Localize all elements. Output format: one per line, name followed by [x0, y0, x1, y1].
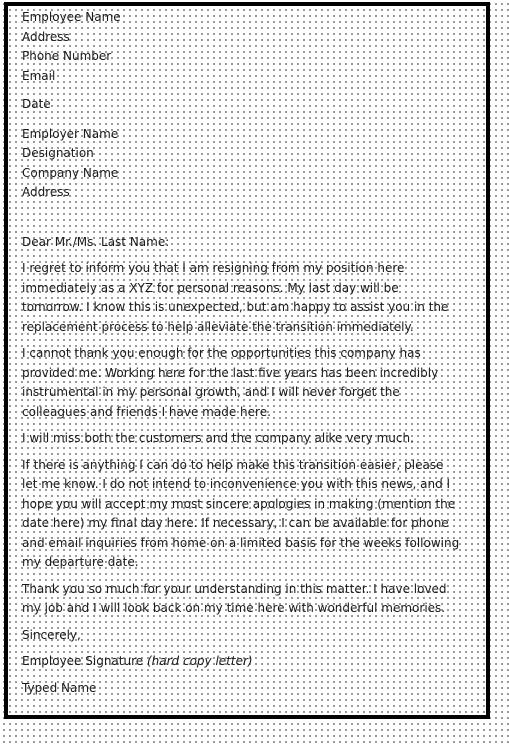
spacer — [22, 115, 462, 125]
paragraph-5: Thank you so much for your understanding in this matter. I have loved my job and I will look back on my time here with wonderful memories. — [22, 581, 447, 615]
typed-name: Typed Name — [22, 680, 97, 695]
spacer — [22, 86, 462, 95]
salutation: Dear Mr./Ms. Last Name: — [22, 234, 170, 249]
company-name: Company Name — [22, 165, 119, 180]
signature-note: (hard copy letter) — [146, 654, 253, 668]
paragraph-3: I will miss both the customers and the company alike very much. — [22, 431, 414, 445]
employer-designation: Designation — [22, 146, 94, 160]
employee-address: Address — [22, 29, 70, 44]
signature-line — [22, 652, 462, 672]
employee-email: Email — [22, 68, 56, 83]
company-address: Address — [22, 185, 70, 199]
employee-name: Employee Name — [22, 10, 121, 24]
employee-phone: Phone Number — [22, 49, 112, 63]
spacer — [22, 203, 462, 233]
signature-label: Employee Signature — [22, 654, 144, 668]
paragraph-4: If there is anything I can do to help make this transition easier, please let me know. I do not intend to inconvenience you with this news, and I hope you will accept my most sincere apologies in making (mention the date here) my final day here. If necessary, I can be available for phone and email inquiries from home on a limited basis for the weeks following my departure date. — [22, 457, 460, 569]
letter-date: Date — [22, 97, 51, 111]
letter-body — [22, 8, 462, 705]
paragraph-1: I regret to inform you that I am resigning from my position here immediately as a XYZ for personal reasons. My last day will be tomorrow. I know this is unexpected, but am happy to assist you in the replacement process to help alleviate the transition immediately. — [22, 261, 449, 334]
closing-sincerely: Sincerely, — [22, 627, 81, 642]
employer-name: Employer Name — [22, 126, 119, 141]
paragraph-2: I cannot thank you enough for the opportunities this company has provided me. Working here for the last five years has been incredibly instrumental in my personal growth, and I will never forget the colleagues and friends I have made here. — [22, 346, 439, 419]
